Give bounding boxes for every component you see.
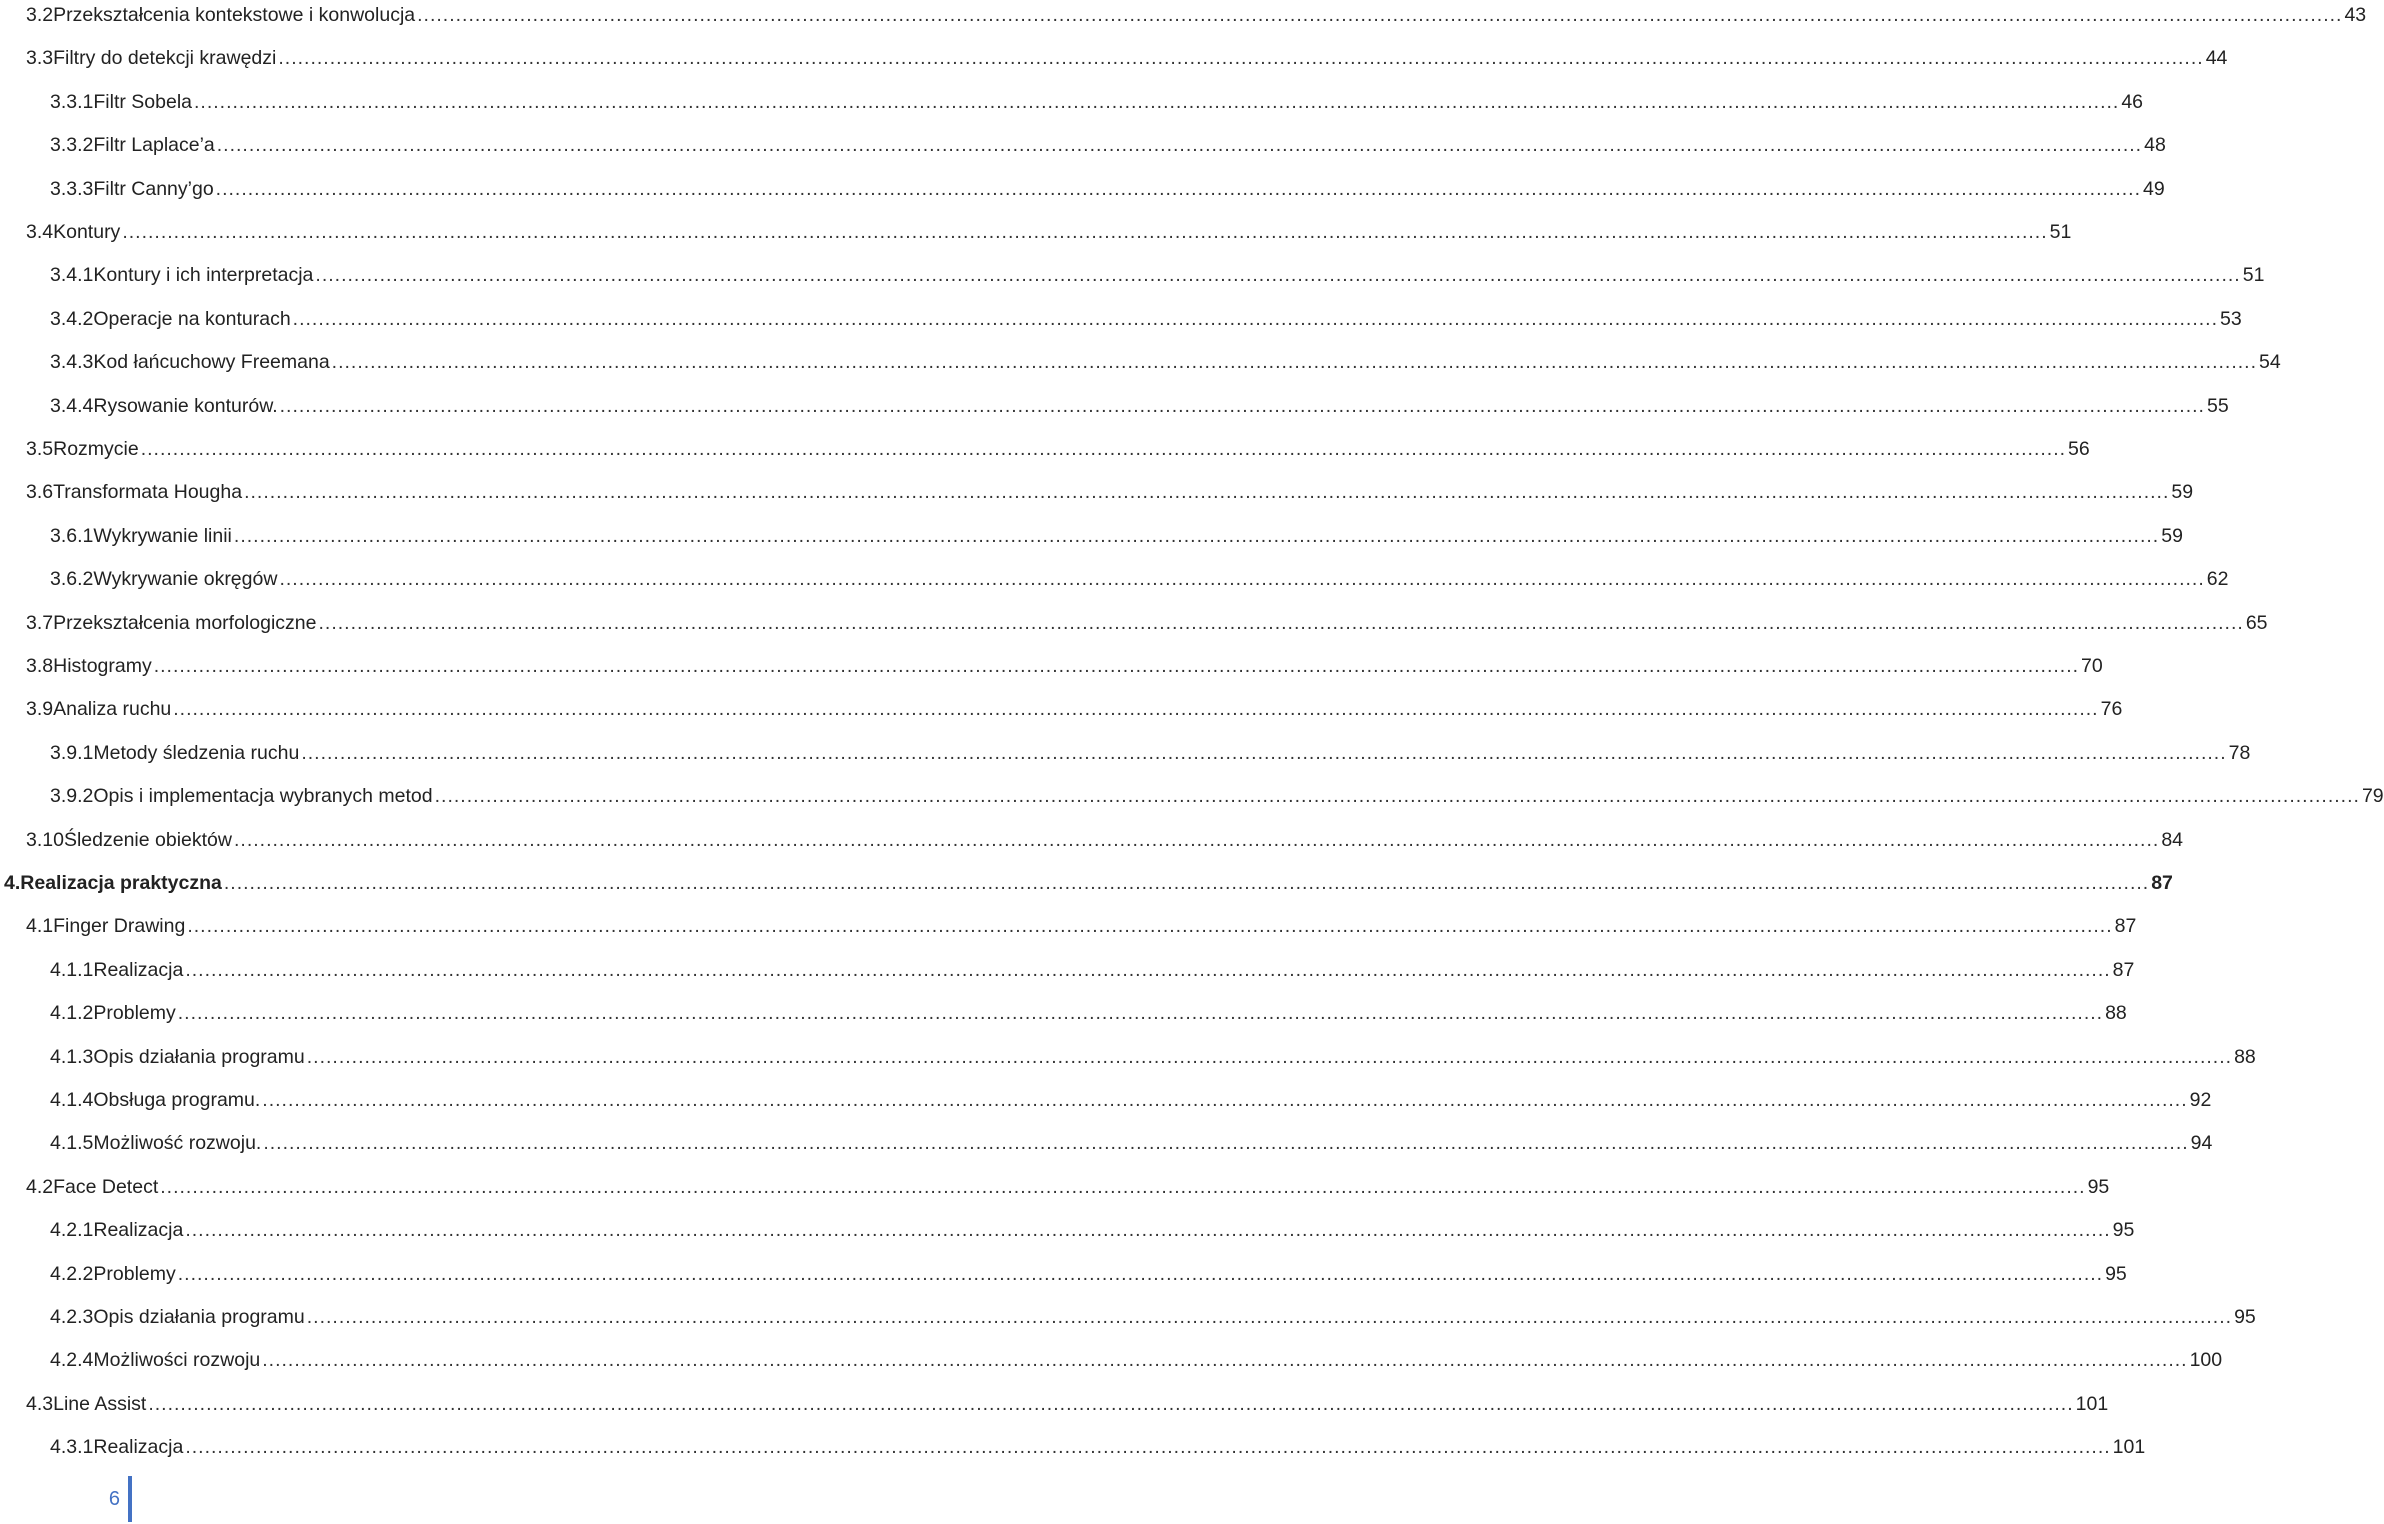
toc-entry-number: 3.4.2 — [50, 307, 94, 330]
toc-entry[interactable] — [0, 955, 2135, 985]
toc-entry-page: 54 — [2259, 351, 2281, 374]
toc-entry-title: Kontury i ich interpretacja — [93, 264, 314, 287]
toc-entry-page: 51 — [2242, 264, 2265, 287]
toc-entry-number: 3.6.2 — [50, 568, 94, 591]
toc-entry-title: Wykrywanie okręgów — [93, 568, 278, 591]
toc-entry-title: Finger Drawing — [53, 915, 186, 938]
toc-entry-page: 70 — [2081, 655, 2103, 677]
toc-entry-number: 3.3.3 — [50, 177, 94, 200]
toc-entry-number: 3.8 — [26, 655, 54, 677]
toc-entry-title: Realizacja — [93, 1436, 184, 1459]
toc-entry-number: 3.4 — [26, 221, 54, 243]
toc-entry-page: 48 — [2144, 134, 2166, 157]
toc-entry-page: 49 — [2143, 177, 2165, 200]
toc-entry-number: 3.7 — [26, 611, 54, 634]
toc-entry-number: 3.3.1 — [50, 90, 94, 113]
toc-entry[interactable] — [0, 738, 2251, 768]
toc-entry[interactable] — [0, 651, 2103, 681]
toc-entry-title: Metody śledzenia ruchu — [93, 741, 300, 764]
toc-entry-page: 95 — [2234, 1306, 2256, 1328]
toc-entry-number: 3.3.2 — [50, 134, 94, 157]
toc-entry[interactable] — [0, 0, 2367, 30]
toc-entry-page: 92 — [2189, 1089, 2212, 1111]
toc-entry-page: 101 — [2075, 1392, 2109, 1415]
toc-dot-leader: ............................................................................................................................................................................................................................................................................................................ — [187, 915, 2113, 938]
toc-entry[interactable] — [0, 694, 2123, 724]
toc-entry-title: Transformata Hougha — [53, 481, 243, 504]
toc-entry-title: Histogramy — [53, 655, 152, 677]
toc-entry-number: 4. — [4, 872, 21, 894]
toc-dot-leader: ............................................................................................................................................................................................................................................................................................................ — [306, 1045, 2233, 1068]
toc-dot-leader: ............................................................................................................................................................................................................................................................................................................ — [223, 872, 2150, 894]
toc-dot-leader: ............................................................................................................................................................................................................................................................................................................ — [215, 177, 2141, 200]
toc-entry-page: 94 — [2190, 1132, 2213, 1155]
toc-entry-title: Opis działania programu — [93, 1045, 305, 1068]
toc-entry-page: 95 — [2112, 1219, 2135, 1242]
toc-entry[interactable] — [0, 130, 2166, 160]
toc-entry-page: 101 — [2112, 1436, 2146, 1459]
toc-entry[interactable] — [0, 911, 2137, 941]
toc-entry[interactable] — [0, 1389, 2109, 1419]
toc-entry-number: 4.1.1 — [50, 958, 94, 981]
toc-entry[interactable] — [0, 1172, 2110, 1202]
toc-entry-title: Realizacja — [93, 1219, 184, 1242]
toc-entry-number: 3.2 — [26, 4, 54, 26]
toc-entry-number: 3.9.1 — [50, 741, 94, 764]
toc-dot-leader: ............................................................................................................................................................................................................................................................................................................ — [177, 1262, 2104, 1285]
toc-entry-page: 59 — [2171, 481, 2194, 504]
toc-dot-leader: ............................................................................................................................................................................................................................................................................................................ — [278, 47, 2204, 70]
toc-entry-page: 53 — [2220, 307, 2242, 330]
toc-dot-leader: ............................................................................................................................................................................................................................................................................................................ — [263, 1132, 2189, 1155]
toc-entry-number: 4.2.1 — [50, 1219, 94, 1242]
toc-dot-leader: ............................................................................................................................................................................................................................................................................................................ — [292, 307, 2218, 330]
toc-entry-title: Filtr Sobela — [93, 90, 192, 113]
toc-entry-page: 59 — [2161, 524, 2183, 547]
toc-entry-number: 4.2.3 — [50, 1306, 94, 1328]
toc-entry[interactable] — [0, 1128, 2213, 1158]
toc-entry[interactable] — [0, 217, 2072, 247]
toc-entry-title: Filtry do detekcji krawędzi — [53, 47, 277, 70]
toc-entry-page: 88 — [2234, 1045, 2256, 1068]
toc-entry-number: 3.3 — [26, 47, 54, 70]
toc-entry-page: 51 — [2049, 221, 2072, 243]
toc-entry[interactable] — [0, 260, 2265, 290]
toc-dot-leader: ............................................................................................................................................................................................................................................................................................................ — [244, 481, 2170, 504]
toc-dot-leader: ............................................................................................................................................................................................................................................................................................................ — [318, 611, 2244, 634]
toc-entry-number: 4.1.4 — [50, 1089, 94, 1111]
toc-entry-title: Śledzenie obiektów — [63, 828, 232, 851]
toc-entry[interactable] — [0, 174, 2165, 204]
toc-dot-leader: ............................................................................................................................................................................................................................................................................................................ — [194, 90, 2120, 113]
toc-entry[interactable] — [0, 391, 2229, 421]
toc-dot-leader: ............................................................................................................................................................................................................................................................................................................ — [185, 1436, 2111, 1459]
toc-dot-leader: ............................................................................................................................................................................................................................................................................................................ — [216, 134, 2143, 157]
toc-entry-title: Wykrywanie linii — [93, 524, 232, 547]
toc-entry[interactable] — [0, 304, 2242, 334]
toc-entry-title: Face Detect — [53, 1175, 159, 1198]
toc-entry-title: Realizacja — [93, 958, 184, 981]
toc-dot-leader: ............................................................................................................................................................................................................................................................................................................ — [262, 1089, 2188, 1111]
toc-dot-leader: ............................................................................................................................................................................................................................................................................................................ — [279, 394, 2205, 417]
toc-entry-title: Line Assist — [53, 1392, 147, 1415]
toc-entry[interactable] — [0, 998, 2127, 1028]
toc-entry[interactable] — [0, 347, 2281, 377]
toc-entry[interactable] — [0, 781, 2384, 811]
toc-entry-number: 4.2.4 — [50, 1349, 94, 1372]
toc-entry-title: Przekształcenia kontekstowe i konwolucja — [53, 4, 416, 26]
toc-dot-leader: ............................................................................................................................................................................................................................................................................................................ — [301, 741, 2227, 764]
toc-entry-page: 84 — [2161, 828, 2184, 851]
toc-dot-leader: ............................................................................................................................................................................................................................................................................................................ — [173, 698, 2099, 721]
toc-entry-title: Możliwości rozwoju — [93, 1349, 261, 1372]
toc-dot-leader: ............................................................................................................................................................................................................................................................................................................ — [177, 1002, 2104, 1025]
toc-entry-page: 87 — [2112, 958, 2135, 981]
toc-entry-page: 65 — [2245, 611, 2268, 634]
toc-entry-page: 95 — [2087, 1175, 2110, 1198]
toc-dot-leader: ............................................................................................................................................................................................................................................................................................................ — [306, 1306, 2233, 1328]
toc-dot-leader: ............................................................................................................................................................................................................................................................................................................ — [315, 264, 2241, 287]
toc-entry[interactable] — [0, 1432, 2146, 1462]
toc-entry-title: Rozmycie — [53, 438, 139, 460]
toc-entry-number: 4.1.5 — [50, 1132, 94, 1155]
toc-entry-title: Analiza ruchu — [53, 698, 172, 721]
toc-entry-page: 100 — [2189, 1349, 2223, 1372]
toc-entry-title: Obsługa programu. — [93, 1089, 261, 1111]
toc-entry[interactable] — [0, 1085, 2212, 1115]
toc-entry[interactable] — [0, 43, 2228, 73]
toc-entry-page: 46 — [2121, 90, 2144, 113]
toc-entry[interactable] — [0, 1259, 2127, 1289]
toc-entry-title: Operacje na konturach — [93, 307, 291, 330]
toc-dot-leader: ............................................................................................................................................................................................................................................................................................................ — [122, 221, 2048, 243]
toc-entry-title: Przekształcenia morfologiczne — [53, 611, 317, 634]
toc-entry[interactable] — [0, 1302, 2256, 1332]
toc-entry[interactable] — [0, 477, 2194, 507]
toc-dot-leader: ............................................................................................................................................................................................................................................................................................................ — [417, 4, 2343, 26]
toc-entry-number: 3.9 — [26, 698, 54, 721]
toc-entry[interactable] — [0, 868, 2173, 898]
toc-dot-leader: ............................................................................................................................................................................................................................................................................................................ — [279, 568, 2205, 591]
toc-entry-title: Opis i implementacja wybranych metod — [93, 785, 433, 808]
toc-entry-number: 4.1.2 — [50, 1002, 94, 1025]
toc-entry-number: 4.1.3 — [50, 1045, 94, 1068]
toc-entry-title: Problemy — [93, 1262, 176, 1285]
toc-entry-page: 44 — [2205, 47, 2228, 70]
toc-entry[interactable] — [0, 1042, 2256, 1072]
toc-dot-leader: ............................................................................................................................................................................................................................................................................................................ — [233, 828, 2160, 851]
toc-entry[interactable] — [0, 521, 2183, 551]
toc-entry-number: 4.2.2 — [50, 1262, 94, 1285]
toc-entry-number: 3.4.1 — [50, 264, 94, 287]
toc-entry-page: 87 — [2151, 872, 2173, 894]
toc-entry[interactable] — [0, 1345, 2223, 1375]
toc-entry-title: Możliwość rozwoju. — [93, 1132, 262, 1155]
toc-dot-leader: ............................................................................................................................................................................................................................................................................................................ — [262, 1349, 2188, 1372]
toc-dot-leader: ............................................................................................................................................................................................................................................................................................................ — [331, 351, 2257, 374]
toc-entry-page: 87 — [2114, 915, 2137, 938]
toc-dot-leader: ............................................................................................................................................................................................................................................................................................................ — [153, 655, 2080, 677]
toc-entry[interactable] — [0, 564, 2229, 594]
page-number-accent-bar — [128, 1476, 132, 1522]
toc-entry-title: Problemy — [93, 1002, 176, 1025]
toc-entry-number: 4.3 — [26, 1392, 54, 1415]
toc-entry-number: 4.3.1 — [50, 1436, 94, 1459]
toc-entry[interactable] — [0, 608, 2268, 638]
toc-entry-number: 4.2 — [26, 1175, 54, 1198]
page-number: 6 — [108, 1487, 120, 1510]
toc-entry-number: 3.9.2 — [50, 785, 94, 808]
toc-dot-leader: ............................................................................................................................................................................................................................................................................................................ — [185, 958, 2111, 981]
toc-entry-number: 3.4.4 — [50, 394, 94, 417]
toc-entry-number: 3.4.3 — [50, 351, 94, 374]
toc-entry-number: 3.6.1 — [50, 524, 94, 547]
toc-entry-title: Kod łańcuchowy Freemana — [93, 351, 330, 374]
toc-dot-leader: ............................................................................................................................................................................................................................................................................................................ — [233, 524, 2160, 547]
page-footer — [92, 1476, 132, 1522]
toc-entry-title: Filtr Laplace’a — [93, 134, 215, 157]
toc-entry-number: 3.5 — [26, 438, 54, 460]
toc-entry[interactable] — [0, 1215, 2135, 1245]
toc-entry-title: Rysowanie konturów. — [93, 394, 278, 417]
toc-entry-title: Filtr Canny’go — [93, 177, 214, 200]
toc-entry-page: 43 — [2344, 4, 2367, 26]
toc-entry-page: 62 — [2206, 568, 2229, 591]
toc-dot-leader: ............................................................................................................................................................................................................................................................................................................ — [434, 785, 2360, 808]
toc-entry-page: 55 — [2206, 394, 2229, 417]
toc-entry-number: 3.6 — [26, 481, 54, 504]
toc-entry-title: Opis działania programu — [93, 1306, 305, 1328]
toc-entry-page: 88 — [2105, 1002, 2127, 1025]
toc-dot-leader: ............................................................................................................................................................................................................................................................................................................ — [185, 1219, 2111, 1242]
toc-entry-page: 56 — [2068, 438, 2090, 460]
toc-entry[interactable] — [0, 87, 2144, 117]
toc-entry-number: 4.1 — [26, 915, 54, 938]
toc-dot-leader: ............................................................................................................................................................................................................................................................................................................ — [140, 438, 2067, 460]
toc-entry[interactable] — [0, 434, 2090, 464]
toc-entry-page: 76 — [2100, 698, 2123, 721]
toc-entry-title: Realizacja praktyczna — [20, 872, 222, 894]
toc-entry-page: 95 — [2105, 1262, 2127, 1285]
toc-entry-page: 78 — [2228, 741, 2251, 764]
toc-entry-number: 3.10 — [26, 828, 64, 851]
toc-dot-leader: ............................................................................................................................................................................................................................................................................................................ — [160, 1175, 2086, 1198]
toc-dot-leader: ............................................................................................................................................................................................................................................................................................................ — [148, 1392, 2074, 1415]
toc-entry[interactable] — [0, 825, 2184, 855]
toc-entry-page: 79 — [2361, 785, 2384, 808]
toc-entry-title: Kontury — [53, 221, 121, 243]
